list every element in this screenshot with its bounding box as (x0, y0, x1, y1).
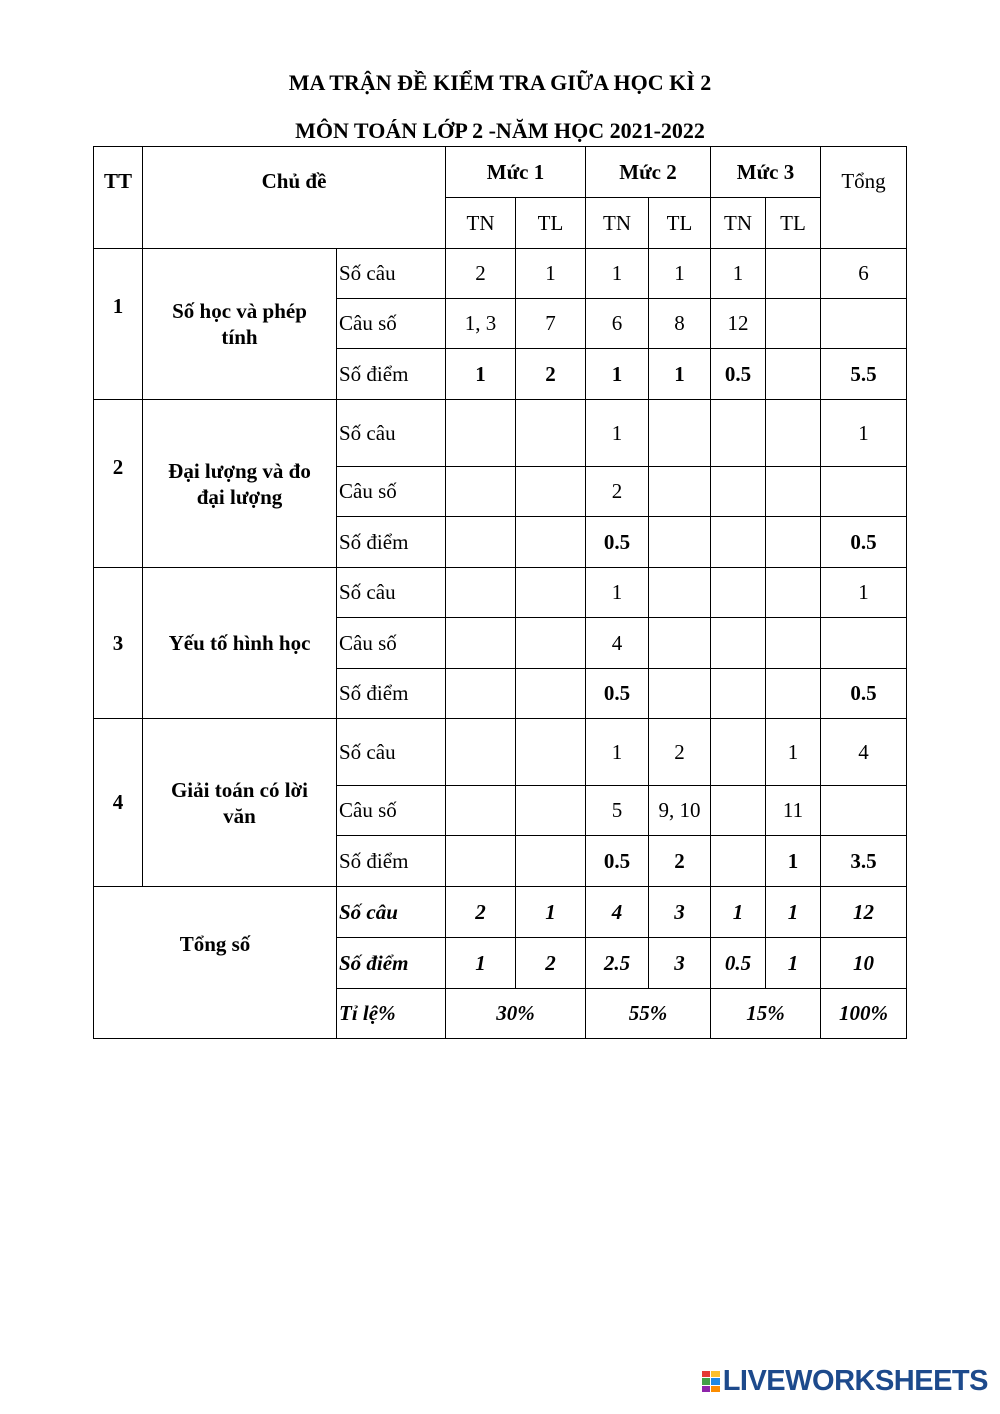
total-row-label: Số câu (337, 887, 446, 938)
value-cell (821, 786, 907, 836)
value-cell: 1 (766, 719, 821, 786)
topic-row (94, 568, 907, 618)
value-cell (766, 517, 821, 568)
page-subtitle: MÔN TOÁN LỚP 2 -NĂM HỌC 2021-2022 (295, 118, 705, 143)
total-value-cell: 1 (516, 887, 586, 938)
value-cell (766, 249, 821, 299)
value-cell: 1 (586, 400, 649, 467)
value-cell: 9, 10 (649, 786, 711, 836)
value-cell (649, 669, 711, 719)
ratio-cell: 55% (586, 989, 711, 1039)
logo-icon (702, 1371, 720, 1393)
row-label-so-diem: Số điểm (337, 836, 446, 887)
logo-square (711, 1378, 720, 1385)
value-cell (446, 719, 516, 786)
total-value-cell: 3 (649, 938, 711, 989)
value-cell: 2 (586, 467, 649, 517)
page-title: MA TRẬN ĐỀ KIỂM TRA GIỮA HỌC KÌ 2 (288, 70, 712, 95)
row-label-so-diem: Số điểm (337, 517, 446, 568)
value-cell (821, 618, 907, 669)
header-sub: TL (516, 198, 586, 249)
value-cell: 1 (586, 249, 649, 299)
value-cell: 7 (516, 299, 586, 349)
logo-square (711, 1386, 720, 1393)
value-cell: 0.5 (586, 517, 649, 568)
value-cell (516, 719, 586, 786)
topic-number: 1 (94, 249, 143, 400)
value-cell: 1 (446, 349, 516, 400)
value-cell: 4 (821, 719, 907, 786)
value-cell (711, 517, 766, 568)
topic-name: Yếu tố hình học (143, 568, 337, 719)
row-label-so-cau: Số câu (337, 249, 446, 299)
value-cell: 2 (649, 836, 711, 887)
value-cell: 6 (586, 299, 649, 349)
row-label-so-cau: Số câu (337, 568, 446, 618)
value-cell (711, 669, 766, 719)
value-cell (649, 618, 711, 669)
topic-row (94, 400, 907, 467)
value-cell: 6 (821, 249, 907, 299)
logo-square (702, 1378, 711, 1385)
total-value-cell: 10 (821, 938, 907, 989)
topic-row (94, 249, 907, 299)
value-cell: 1 (586, 719, 649, 786)
value-cell: 5.5 (821, 349, 907, 400)
value-cell (516, 467, 586, 517)
value-cell (766, 299, 821, 349)
topic-name: Số học và phép tính (143, 249, 337, 400)
value-cell: 1 (821, 568, 907, 618)
total-row (94, 887, 907, 938)
header-chu-de: Chủ đề (143, 147, 446, 249)
value-cell (516, 836, 586, 887)
value-cell (446, 618, 516, 669)
row-label-cau-so: Câu số (337, 786, 446, 836)
value-cell (711, 568, 766, 618)
logo-square (711, 1371, 720, 1378)
value-cell: 2 (516, 349, 586, 400)
value-cell: 11 (766, 786, 821, 836)
value-cell (766, 400, 821, 467)
value-cell (446, 669, 516, 719)
header-tong: Tổng (821, 147, 907, 249)
logo-square (702, 1371, 711, 1378)
liveworksheets-logo (702, 1365, 988, 1398)
logo-square (702, 1386, 711, 1393)
value-cell: 4 (586, 618, 649, 669)
value-cell (766, 467, 821, 517)
total-value-cell: 1 (766, 938, 821, 989)
matrix-table (93, 146, 907, 1039)
value-cell (649, 568, 711, 618)
total-value-cell: 1 (446, 938, 516, 989)
topic-name: Đại lượng và đo đại lượng (143, 400, 337, 568)
value-cell (711, 467, 766, 517)
total-value-cell: 2.5 (586, 938, 649, 989)
value-cell (446, 786, 516, 836)
header-sub: TN (711, 198, 766, 249)
value-cell (711, 786, 766, 836)
header-muc-1: Mức 1 (446, 147, 586, 198)
row-label-so-cau: Số câu (337, 400, 446, 467)
value-cell (821, 299, 907, 349)
value-cell (766, 669, 821, 719)
value-cell (446, 400, 516, 467)
total-value-cell: 2 (516, 938, 586, 989)
value-cell: 1 (586, 568, 649, 618)
value-cell: 1 (711, 249, 766, 299)
total-label: Tổng số (94, 887, 337, 1039)
value-cell: 2 (446, 249, 516, 299)
value-cell: 1, 3 (446, 299, 516, 349)
value-cell (516, 400, 586, 467)
ratio-cell: 30% (446, 989, 586, 1039)
row-label-so-diem: Số điểm (337, 669, 446, 719)
header-sub: TL (766, 198, 821, 249)
row-label-cau-so: Câu số (337, 467, 446, 517)
value-cell: 1 (649, 349, 711, 400)
value-cell (766, 618, 821, 669)
value-cell (711, 836, 766, 887)
total-value-cell: 1 (711, 887, 766, 938)
value-cell: 1 (586, 349, 649, 400)
value-cell (516, 618, 586, 669)
ratio-cell: 15% (711, 989, 821, 1039)
total-value-cell: 3 (649, 887, 711, 938)
header-tt: TT (94, 147, 143, 249)
value-cell (711, 719, 766, 786)
topic-number: 2 (94, 400, 143, 568)
value-cell: 0.5 (821, 517, 907, 568)
row-label-so-diem: Số điểm (337, 349, 446, 400)
ratio-cell: 100% (821, 989, 907, 1039)
value-cell (766, 568, 821, 618)
row-label-so-cau: Số câu (337, 719, 446, 786)
row-label-cau-so: Câu số (337, 299, 446, 349)
value-cell (649, 400, 711, 467)
value-cell: 8 (649, 299, 711, 349)
total-value-cell: 0.5 (711, 938, 766, 989)
header-muc-2: Mức 2 (586, 147, 711, 198)
value-cell: 1 (766, 836, 821, 887)
header-sub: TN (586, 198, 649, 249)
value-cell (821, 467, 907, 517)
header-sub: TL (649, 198, 711, 249)
value-cell (711, 618, 766, 669)
value-cell (516, 517, 586, 568)
value-cell: 1 (516, 249, 586, 299)
value-cell (446, 836, 516, 887)
value-cell: 1 (649, 249, 711, 299)
header-muc-3: Mức 3 (711, 147, 821, 198)
topic-number: 3 (94, 568, 143, 719)
total-row-label: Số điểm (337, 938, 446, 989)
value-cell: 0.5 (821, 669, 907, 719)
value-cell (446, 517, 516, 568)
logo-text: LIVEWORKSHEETS (722, 1365, 988, 1397)
value-cell: 3.5 (821, 836, 907, 887)
value-cell (649, 467, 711, 517)
topic-name: Giải toán có lời văn (143, 719, 337, 887)
value-cell (516, 568, 586, 618)
topic-number: 4 (94, 719, 143, 887)
value-cell (649, 517, 711, 568)
topic-row (94, 719, 907, 786)
value-cell: 5 (586, 786, 649, 836)
total-value-cell: 1 (766, 887, 821, 938)
header-sub: TN (446, 198, 516, 249)
value-cell (766, 349, 821, 400)
value-cell: 0.5 (711, 349, 766, 400)
value-cell: 0.5 (586, 669, 649, 719)
total-value-cell: 4 (586, 887, 649, 938)
value-cell (446, 467, 516, 517)
value-cell (711, 400, 766, 467)
total-value-cell: 12 (821, 887, 907, 938)
value-cell: 12 (711, 299, 766, 349)
value-cell: 2 (649, 719, 711, 786)
value-cell: 0.5 (586, 836, 649, 887)
value-cell (516, 669, 586, 719)
total-value-cell: 2 (446, 887, 516, 938)
value-cell (446, 568, 516, 618)
row-label-cau-so: Câu số (337, 618, 446, 669)
ratio-label: Tỉ lệ% (337, 989, 446, 1039)
value-cell: 1 (821, 400, 907, 467)
value-cell (516, 786, 586, 836)
